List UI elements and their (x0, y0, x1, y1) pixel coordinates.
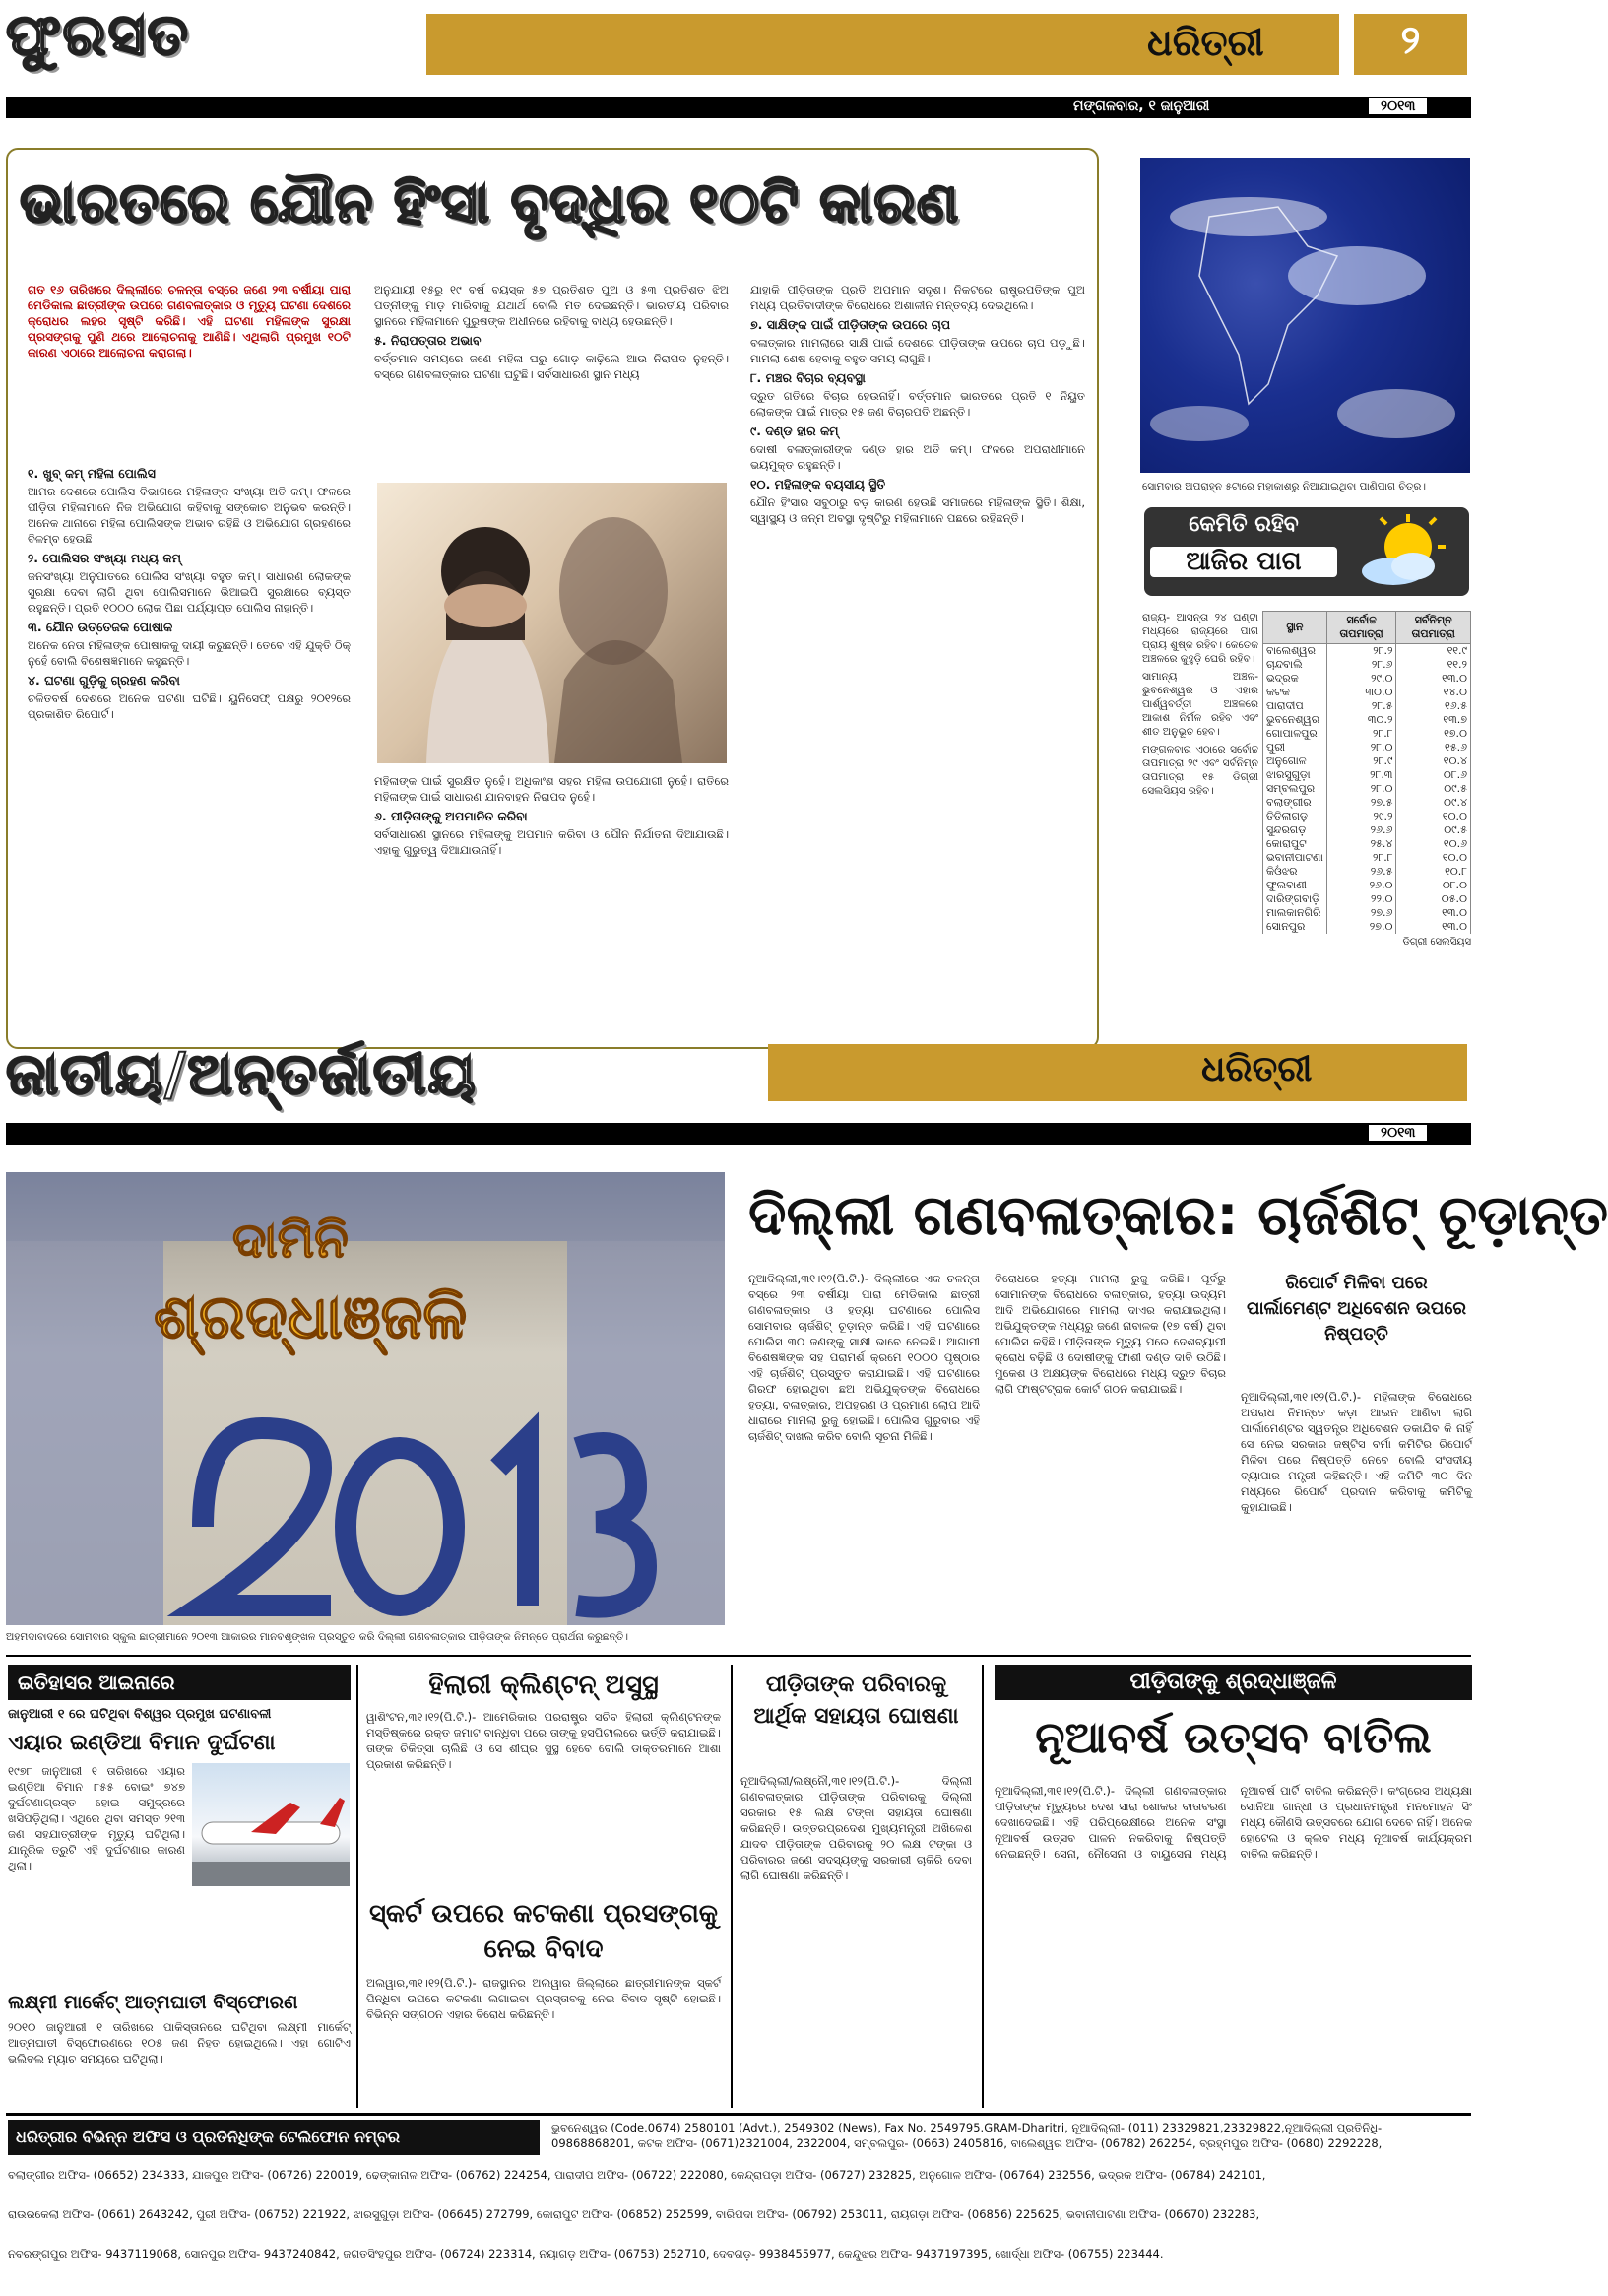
tribute-headline: ନୂଆବର୍ଷ ଉତ୍ସବ ବାତିଲ (1035, 1713, 1432, 1763)
section2-title: ଜାତୀୟ/ଅନ୍ତର୍ଜାତୀୟ (6, 1040, 478, 1107)
weather-th-place: ସ୍ଥାନ (1263, 612, 1327, 644)
tribute-banner: ପୀଡ଼ିତାଙ୍କୁ ଶ୍ରଦ୍ଧାଞ୍ଜଳି (995, 1665, 1472, 1700)
brand-logo: ଧରିତ୍ରୀ (1147, 20, 1264, 64)
footer-line-4: ନବରଙ୍ଗପୁର ଅଫିସ- 9437119068, ସୋନପୁର ଅଫିସ- 9437240842, ଜଗତସିଂହପୁର ଅଫିସ- (06724) 223314, ନୟାଗଡ଼ ଅଫିସ- (06753) 252710, ଦେବଗଡ଼- 9938455977, କେନ୍ଦୁଝର ଅଫିସ- 9437197395, ଖୋର୍ଦ୍ଧା ଅଫିସ- (06755) 223444. (8, 2247, 1164, 2261)
weather-note: ସାମାନ୍ୟ ଅଞ୍ଚଳ- ଭୁବନେଶ୍ୱର ଓ ଏହାର ପାର୍ଶ୍ୱବର୍ତ୍ତୀ ଅଞ୍ଚଳରେ ଆକାଶ ନିର୍ମଳ ରହିବ ଏବଂ ଶୀତ ଅନୁଭୂତ ହେବ। (1142, 671, 1258, 738)
weather-row (1263, 699, 1471, 713)
weather-cell-place: ଝାରସୁଗୁଡ଼ା (1263, 768, 1327, 782)
history-head-1: ଏୟାର ଇଣ୍ଡିଆ ବିମାନ ଦୁର୍ଘଟଣା (8, 1731, 276, 1755)
tribute-text-p: ନୂଆଦିଲ୍ଲୀ,୩୧।୧୨(ପି.ଟି.)- ଦିଲ୍ଲୀ ଗଣବଳାତ୍କାର ପୀଡ଼ିତାଙ୍କ ମୃତ୍ୟୁରେ ଦେଶ ସାରା ଶୋକର ବାତାବରଣ ଦେଖାଦେଇଛି। ଏହି ପରିପ୍ରେକ୍ଷୀରେ ଅନେକ ସଂସ୍ଥା ନୂଆବର୍ଷ ଉତ୍ସବ ପାଳନ ନକରିବାକୁ ନିଷ୍ପତ୍ତି ନେଇଛନ୍ତି। ସେନା, ନୌସେନା ଓ ବାୟୁସେନା ମଧ୍ୟ ନୂଆବର୍ଷ ପାର୍ଟି ବାତିଲ କରିଛନ୍ତି। କଂଗ୍ରେସ ଅଧ୍ୟକ୍ଷା ସୋନିଆ ଗାନ୍ଧୀ ଓ ପ୍ରଧାନମନ୍ତ୍ରୀ ମନମୋହନ ସିଂ ମଧ୍ୟ କୌଣସି ଉତ୍ସବରେ ଯୋଗ ଦେବେ ନାହିଁ। ଅନେକ ହୋଟେଲ ଓ କ୍ଲବ ମଧ୍ୟ ନୂଆବର୍ଷ କାର୍ଯ୍ୟକ୍ରମ ବାତିଲ କରିଛନ୍ତି। (995, 1784, 1472, 1861)
date-line: ମଙ୍ଗଳବାର, ୧ ଜାନୁଆରୀ (1073, 98, 1210, 114)
aid-headline: ପୀଡ଼ିତାଙ୍କ ପରିବାରକୁ ଆର୍ଥିକ ସହାୟତା ଘୋଷଣା (753, 1673, 959, 1729)
section-title: ଫୁରସତ (6, 1, 190, 68)
weather-table (1262, 611, 1471, 948)
weather-cell-max: ୨୭.୬ (1326, 906, 1396, 920)
weather-th-min: ସର୍ବନିମ୍ନ ତାପମାତ୍ରା (1396, 612, 1471, 644)
weather-cell-max: ୨୮.୦ (1326, 782, 1396, 796)
weather-cell-max: ୨୫.୪ (1326, 837, 1396, 851)
lead-col1-head-2: ୨. ପୋଲିସର ସଂଖ୍ୟା ମଧ୍ୟ କମ୍ (28, 551, 181, 565)
lead-col3-text-8: ଦ୍ରୁତ ଗତିରେ ବିଚାର ହେଉନାହିଁ। ବର୍ତ୍ତମାନ ଭାରତରେ ପ୍ରତି ୧ ନିୟୁତ ଲୋକଙ୍କ ପାଇଁ ମାତ୍ର ୧୫ ଜଣ ବିଚାରପତି ଅଛନ୍ତି। (750, 389, 1085, 419)
weather-cell-min: ୦୯.୫ (1396, 823, 1471, 837)
history-header: ଇତିହାସର ଆଇନାରେ (8, 1665, 351, 1700)
section2-year: ୨୦୧୩ (1369, 1125, 1427, 1141)
weather-unit: ଡିଗ୍ରୀ ସେଲସିୟସ (1402, 937, 1471, 948)
weather-cell-min: ୧୬.୫ (1396, 699, 1471, 713)
lead-col1-head-3: ୩. ଯୌନ ଉତ୍ତେଜକ ପୋଷାକ (28, 620, 173, 634)
weather-row (1263, 672, 1471, 686)
weather-row (1263, 727, 1471, 741)
history-head-2: ଲକ୍ଷ୍ମୀ ମାର୍କେଟ୍ ଆତ୍ମଘାତୀ ବିସ୍ଫୋରଣ (8, 1992, 298, 2013)
history-intro: ଜାନୁଆରୀ ୧ ରେ ଘଟିଥିବା ବିଶ୍ୱର ପ୍ରମୁଖ ଘଟଣାବଳୀ (8, 1707, 272, 1722)
weather-cell-min: ୦୯.୪ (1396, 796, 1471, 810)
weather-row (1263, 865, 1471, 879)
weather-cell-max: ୨୭.୦ (1326, 920, 1396, 934)
weather-row (1263, 713, 1471, 727)
weather-cell-place: ପୁରୀ (1263, 741, 1327, 754)
weather-row (1263, 686, 1471, 699)
skirt-text-p: ଅଲୱାର,୩୧।୧୨(ପି.ଟି.)- ରାଜସ୍ଥାନର ଅଲୱାର ଜିଲ୍ଲାରେ ଛାତ୍ରୀମାନଙ୍କ ସ୍କର୍ଟ ପିନ୍ଧିବା ଉପରେ କଟକଣା ଲଗାଇବା ପ୍ରସ୍ତାବକୁ ନେଇ ବିବାଦ ସୃଷ୍ଟି ହୋଇଛି। ବିଭିନ୍ନ ସଙ୍ଗଠନ ଏହାର ବିରୋଧ କରିଛନ୍ତି। (366, 1976, 721, 2021)
lead-col2c-text-1: ମହିଳାଙ୍କ ପାଇଁ ସୁରକ୍ଷିତ ନୁହେଁ। ଅଧିକାଂଶ ସହର ମହିଳା ଉପଯୋଗୀ ନୁହେଁ। ରାତିରେ ମହିଳାଙ୍କ ପାଇଁ ସାଧାରଣ ଯାନବାହନ ନିରାପଦ ନୁହେଁ। (374, 774, 729, 804)
divider-v2 (731, 1665, 733, 2108)
weather-cell-min: ୧୦.୦ (1396, 810, 1471, 823)
weather-row (1263, 810, 1471, 823)
weather-row (1263, 823, 1471, 837)
weather-cell-max: ୨୮.୦ (1326, 741, 1396, 754)
delhi-col1-text: ନୂଆଦିଲ୍ଲୀ,୩୧।୧୨(ପି.ଟି.)- ଦିଲ୍ଲୀରେ ଏକ ଚଳନ୍ତା ବସ୍‌ରେ ୨୩ ବର୍ଷୀୟା ପାରା ମେଡିକାଲ ଛାତ୍ରୀ ଗଣବଳାତ୍କାର ଓ ହତ୍ୟା ଘଟଣାରେ ପୋଲିସ ସୋମବାର ଚାର୍ଜଶିଟ୍ ଚୂଡ଼ାନ୍ତ କରିଛି। ଏହି ଘଟଣାରେ ପୋଲିସ ୩୦ ଜଣଙ୍କୁ ସାକ୍ଷୀ ଭାବେ ନେଇଛି। ଆଗାମୀ ବିଶେଷଜ୍ଞଙ୍କ ସହ ପରାମର୍ଶ କ୍ରମେ ୧୦୦୦ ପୃଷ୍ଠାର ଏହି ଚାର୍ଜଶିଟ୍ ପ୍ରସ୍ତୁତ କରାଯାଇଛି। ଏହି ଘଟଣାରେ ଗିରଫ ହୋଇଥିବା ଛଅ ଅଭିଯୁକ୍ତଙ୍କ ବିରୋଧରେ ହତ୍ୟା, ବଳାତ୍କାର, ଅପହରଣ ଓ ପ୍ରମାଣ ଲୋପ ଆଦି ଧାରାରେ ମାମଲା ରୁଜୁ ହୋଇଛି। ପୋଲିସ ଗୁରୁବାର ଏହି ଚାର୍ଜଶିଟ୍ ଦାଖଲ କରିବ ବୋଲି ସୂଚନା ମିଳିଛି। (748, 1272, 980, 1443)
lead-illustration (377, 483, 727, 763)
weather-cell-max: ୨୯.୨ (1326, 810, 1396, 823)
weather-row (1263, 754, 1471, 768)
weather-cell-place: କଟକ (1263, 686, 1327, 699)
airplane-photo (192, 1763, 350, 1886)
weather-cell-min: ୧୩.୦ (1396, 672, 1471, 686)
weather-th-max: ସର୍ବୋଚ୍ଚ ତାପମାତ୍ରା (1326, 612, 1396, 644)
history-text-1 (8, 1763, 185, 1985)
date-bar (6, 97, 1471, 118)
lead-col-3 (750, 282, 1085, 1040)
lead-col3-head-9: ୯. ଦଣ୍ଡ ହାର କମ୍ (750, 424, 839, 438)
weather-cell-place: ତିତିଲାଗଡ଼ (1263, 810, 1327, 823)
weather-cell-place: ସମ୍ବଲପୁର (1263, 782, 1327, 796)
weather-row (1263, 768, 1471, 782)
weather-cell-max: ୨୮.୮ (1326, 851, 1396, 865)
weather-cell-max: ୨୮.୩ (1326, 768, 1396, 782)
banner-mid: ଶ୍ରଦ୍ଧାଞ୍ଜଳି (154, 1280, 468, 1352)
weather-cell-place: ଫୁଲବାଣୀ (1263, 879, 1327, 892)
weather-cell-min: ୧୦.୪ (1396, 754, 1471, 768)
section2-brand: ଧରିତ୍ରୀ (1201, 1048, 1313, 1089)
students-photo (6, 1172, 725, 1625)
india-map-icon (1140, 158, 1470, 473)
skirt-text (366, 1975, 721, 2103)
weather-cell-min: ୦୯.୫ (1396, 782, 1471, 796)
aid-text-p: ନୂଆଦିଲ୍ଲୀ/ଲକ୍ଷ୍ନୌ,୩୧।୧୨(ପି.ଟି.)- ଦିଲ୍ଲୀ ଗଣବଳାତ୍କାର ପୀଡ଼ିତାଙ୍କ ପରିବାରକୁ ଦିଲ୍ଲୀ ସରକାର ୧୫ ଲକ୍ଷ ଟଙ୍କା ସହାୟତା ଘୋଷଣା କରିଛନ୍ତି। ଉତ୍ତରପ୍ରଦେଶ ମୁଖ୍ୟମନ୍ତ୍ରୀ ଅଖିଳେଶ ଯାଦବ ପୀଡ଼ିତାଙ୍କ ପରିବାରକୁ ୨୦ ଲକ୍ଷ ଟଙ୍କା ଓ ପରିବାରର ଜଣେ ସଦସ୍ୟଙ୍କୁ ସରକାରୀ ଚାକିରି ଦେବା ଲାଗି ଘୋଷଣା କରିଛନ୍ତି। (740, 1774, 972, 1882)
weather-cell-max: ୨୮.୫ (1326, 699, 1396, 713)
hillary-text-p: ୱାଶିଂଟନ,୩୧।୧୨(ପି.ଟି.)- ଆମେରିକାର ପରରାଷ୍ଟ୍ର ସଚିବ ହିଲାରୀ କ୍ଲିଣ୍ଟନଙ୍କ ମସ୍ତିଷ୍କରେ ରକ୍ତ ଜମାଟ ବାନ୍ଧିବା ପରେ ତାଙ୍କୁ ହସପିଟାଲରେ ଭର୍ତ୍ତି କରାଯାଇଛି। ତାଙ୍କ ଚିକିତ୍ସା ଚାଲିଛି ଓ ସେ ଶୀଘ୍ର ସୁସ୍ଥ ହେବେ ବୋଲି ଡାକ୍ତରମାନେ ଆଶା ପ୍ରକାଶ କରିଛନ୍ତି। (366, 1710, 721, 1771)
weather-cell-min: ୧୪.୦ (1396, 686, 1471, 699)
delhi-col2-text: ବିରୋଧରେ ହତ୍ୟା ମାମଲା ରୁଜୁ କରିଛି। ପୂର୍ବରୁ ସୋମାନଙ୍କ ବିରୋଧରେ ବଳାତ୍କାର, ହତ୍ୟା ଉଦ୍ୟମ ଆଦି ଅଭିଯୋଗରେ ମାମଲା ଦାଏର କରାଯାଇଥିଲା। ଅଭିଯୁକ୍ତଙ୍କ ମଧ୍ୟରୁ ଜଣେ ନାବାଳକ (୧୭ ବର୍ଷ) ଥିବା ପୋଲିସ କହିଛି। ପୀଡ଼ିତାଙ୍କ ମୃତ୍ୟୁ ପରେ ଦେଶବ୍ୟାପୀ କ୍ରୋଧ ବଢ଼ିଛି ଓ ଦୋଷୀଙ୍କୁ ଫାଶୀ ଦଣ୍ଡ ଦାବି ଉଠିଛି। ମୁକେଶ ଓ ଅକ୍ଷୟଙ୍କ ବିରୋଧରେ ମଧ୍ୟ ଦ୍ରୁତ ବିଚାର ଲାଗି ଫାଷ୍ଟଟ୍ରାକ କୋର୍ଟ ଗଠନ କରାଯାଇଛି। (995, 1272, 1226, 1396)
weather-cell-place: ଚାନ୍ଦବାଲି (1263, 658, 1327, 672)
satellite-caption: ସୋମବାର ଅପରାହ୍ନ ୫ଟାରେ ମହାକାଶରୁ ନିଆଯାଇଥିବା ପାଣିପାଗ ଚିତ୍ର। (1142, 481, 1427, 492)
weather-row (1263, 851, 1471, 865)
banner-top: ଦାମିନି (232, 1212, 349, 1269)
lead-col3-text-0: ଯାହାକି ପୀଡ଼ିତାଙ୍କ ପ୍ରତି ଅପମାନ ସଦୃଶ। ନିକଟରେ ରାଷ୍ଟ୍ରପତିଙ୍କ ପୁଅ ମଧ୍ୟ ପ୍ରତିବାଦୀଙ୍କ ବିରୋଧରେ ଅଶାଳୀନ ମନ୍ତବ୍ୟ ଦେଇଥିଲେ। (750, 283, 1085, 312)
lead-col1-text-1: ଆମର ଦେଶରେ ପୋଲିସ ବିଭାଗରେ ମହିଳାଙ୍କ ସଂଖ୍ୟା ଅତି କମ୍। ଫଳରେ ପୀଡ଼ିତା ମହିଳାମାନେ ନିଜ ଅଭିଯୋଗ କହିବାକୁ ସଙ୍କୋଚ ଅନୁଭବ କରନ୍ତି। ଅନେକ ଥାନାରେ ମହିଳା ପୋଲିସଙ୍କ ଅଭାବ ରହିଛି ଓ ଅଭିଯୋଗ ଗ୍ରହଣରେ ବିଳମ୍ବ ହେଉଛି। (28, 485, 351, 546)
weather-title-2: ଆଜିର ପାଗ (1150, 547, 1337, 577)
history-text-2-p: ୨୦୧୦ ଜାନୁଆରୀ ୧ ତାରିଖରେ ପାକିସ୍ତାନରେ ଘଟିଥିବା ଲକ୍ଷ୍ମୀ ମାର୍କେଟ୍ ଆତ୍ମଘାତୀ ବିସ୍ଫୋରଣରେ ୧୦୫ ଜଣ ନିହତ ହୋଇଥିଲେ। ଏହା ଗୋଟିଏ ଭଲିବଲ ମ୍ୟାଚ ସମୟରେ ଘଟିଥିଲା। (8, 2020, 351, 2066)
weather-cell-place: ସୁନ୍ଦରଗଡ଼ (1263, 823, 1327, 837)
weather-cell-place: ଭବାନୀପାଟଣା (1263, 851, 1327, 865)
lead-col2-head-6: ୬. ପୀଡ଼ିତାଙ୍କୁ ଅପମାନିତ କରିବା (374, 809, 528, 823)
weather-cell-place: ଦାରିଙ୍ଗବାଡ଼ି (1263, 892, 1327, 906)
footer-line-1: ଭୁବନେଶ୍ୱର (Code.0674) 2580101 (Advt.), 2549302 (News), Fax No. 2549795.GRAM-Dharitri, ନୂଆଦିଲ୍ଲୀ- (011) 23329821,23329822,ନୂଆଦିଲ୍ଲୀ ପ୍ରତିନିଧି- 09868868201, କଟକ ଅଫିସ- (0671)2321004, 2322004, ସମ୍ବଲପୁର- (0663) 2405816, ବାଲେଶ୍ୱର ଅଫିସ- (06782) 262254, ବ୍ରହ୍ମପୁର ଅଫିସ- (0680) 2292228, (551, 2121, 1383, 2150)
weather-cell-max: ୩୦.୨ (1326, 713, 1396, 727)
weather-cell-max: ୨୭.୫ (1326, 796, 1396, 810)
weather-forecast (1142, 611, 1258, 1024)
sun-cloud-icon (1349, 512, 1457, 591)
lead-col1-text-2: ଜନସଂଖ୍ୟା ଅନୁପାତରେ ପୋଲିସ ସଂଖ୍ୟା ବହୁତ କମ୍। ସାଧାରଣ ଲୋକଙ୍କ ସୁରକ୍ଷା ଦେବା ଲାଗି ଥିବା ପୋଲିସମାନେ ଭିଆଇପି ସୁରକ୍ଷାରେ ବ୍ୟସ୍ତ ରହୁଛନ୍ତି। ପ୍ରତି ୧୦୦୦ ଲୋକ ପିଛା ପର୍ଯ୍ୟାପ୍ତ ପୋଲିସ ନାହାନ୍ତି। (28, 569, 351, 615)
weather-row (1263, 658, 1471, 672)
weather-cell-max: ୨୮.୯ (1326, 754, 1396, 768)
weather-cell-place: ଭଦ୍ରକ (1263, 672, 1327, 686)
weather-row (1263, 782, 1471, 796)
weather-cell-place: ସୋନପୁର (1263, 920, 1327, 934)
lead-col3-head-7: ୭. ସାକ୍ଷିଙ୍କ ପାଇଁ ପୀଡ଼ିତାଙ୍କ ଉପରେ ଚାପ (750, 317, 951, 332)
weather-cell-max: ୨୨.୦ (1326, 892, 1396, 906)
delhi-col-2 (995, 1271, 1226, 1640)
aid-text (740, 1773, 972, 2103)
delhi-headline: ଦିଲ୍ଲୀ ଗଣବଳାତ୍କାର: ଚାର୍ଜଶିଟ୍ ଚୂଡ଼ାନ୍ତ (748, 1184, 1608, 1248)
lead-col2-head-5: ୫. ନିରାପତ୍ତାର ଅଭାବ (374, 333, 482, 348)
lead-intro (28, 282, 351, 459)
delhi-col-3 (1241, 1389, 1472, 1640)
lead-col-2c (374, 773, 729, 1039)
delhi-side-head: ରିପୋର୍ଟ ମିଳିବା ପରେ ପାର୍ଲାମେଣ୍ଟ ଅଧିବେଶନ ଉପରେ ନିଷ୍ପତ୍ତି (1246, 1273, 1467, 1345)
tribute-text (995, 1783, 1472, 2103)
weather-cell-min: ୦୫.୦ (1396, 892, 1471, 906)
weather-cell-max: ୨୬.୬ (1326, 823, 1396, 837)
lead-col1-text-4: ଚଳିତବର୍ଷ ଦେଶରେ ଅନେକ ଘଟଣା ଘଟିଛି। ୟୁନିସେଫ୍ ପକ୍ଷରୁ ୨୦୧୨ରେ ପ୍ରକାଶିତ ରିପୋର୍ଟ। (28, 691, 351, 721)
weather-cell-min: ୦୮.୦ (1396, 879, 1471, 892)
divider-lower (6, 1655, 1471, 1657)
delhi-col-1 (748, 1271, 980, 1640)
weather-row (1263, 879, 1471, 892)
page-number: ୨ (1400, 18, 1421, 63)
weather-cell-max: ୨୮.୮ (1326, 727, 1396, 741)
history-text-2 (8, 2019, 351, 2103)
lead-col-1 (28, 463, 351, 1039)
weather-cell-min: ୧୧.୯ (1396, 644, 1471, 659)
lead-col-2a (374, 282, 729, 415)
weather-cell-min: ୧୧.୨ (1396, 658, 1471, 672)
hillary-headline: ହିଲାରୀ କ୍ଲିଣ୍ଟନ୍ ଅସୁସ୍ଥ (428, 1671, 659, 1700)
lead-col3-text-10: ଯୌନ ହିଂସାର ସବୁଠାରୁ ବଡ଼ କାରଣ ହେଉଛି ସମାଜରେ ମହିଳାଙ୍କ ସ୍ଥିତି। ଶିକ୍ଷା, ସ୍ୱାସ୍ଥ୍ୟ ଓ ଜନ୍ମ ଅବସ୍ଥା ଦୃଷ୍ଟିରୁ ମହିଳାମାନେ ପଛରେ ରହିଛନ୍ତି। (750, 495, 1085, 525)
weather-row (1263, 644, 1471, 659)
delhi-col3-text: ନୂଆଦିଲ୍ଲୀ,୩୧।୧୨(ପି.ଟି.)- ମହିଳାଙ୍କ ବିରୋଧରେ ଅପରାଧ ନିମନ୍ତେ କଡ଼ା ଆଇନ ଆଣିବା ଲାଗି ପାର୍ଲାମେଣ୍ଟର ସ୍ୱତନ୍ତ୍ର ଅଧିବେଶନ ଡକାଯିବ କି ନାହିଁ ସେ ନେଇ ସରକାର ଜଷ୍ଟିସ ବର୍ମା କମିଟିର ରିପୋର୍ଟ ମିଳିବା ପରେ ନିଷ୍ପତ୍ତି ନେବେ ବୋଲି ସଂସଦୀୟ ବ୍ୟାପାର ମନ୍ତ୍ରୀ କହିଛନ୍ତି। ଏହି କମିଟି ୩୦ ଦିନ ମଧ୍ୟରେ ରିପୋର୍ଟ ପ୍ରଦାନ କରିବାକୁ କମିଟିକୁ କୁହାଯାଇଛି। (1241, 1390, 1472, 1514)
lead-headline: ଭାରତରେ ଯୌନ ହିଂସା ବୃଦ୍ଧିର ୧୦ଟି କାରଣ (20, 170, 960, 235)
weather-cell-min: ୧୭.୦ (1396, 727, 1471, 741)
skirt-headline: ସ୍କର୍ଟ ଉପରେ କଟକଣା ପ୍ରସଙ୍ଗକୁ ନେଇ ବିବାଦ (368, 1899, 719, 1964)
weather-row (1263, 906, 1471, 920)
weather-row (1263, 837, 1471, 851)
lead-col2-text-5: ବର୍ତ୍ତମାନ ସମୟରେ ଜଣେ ମହିଳା ଘରୁ ଗୋଡ଼ କାଢ଼ିଲେ ଆଉ ନିରାପଦ ନୁହନ୍ତି। ବସ୍‌ରେ ଗଣବଳାତ୍କାର ଘଟଣା ଘଟୁଛି। ସର୍ବସାଧାରଣ ସ୍ଥାନ ମଧ୍ୟ (374, 352, 729, 381)
lead-col1-head-1: ୧. ଖୁବ୍ କମ୍ ମହିଳା ପୋଲିସ (28, 466, 156, 481)
weather-cell-min: ୧୦.୬ (1396, 837, 1471, 851)
weather-cell-max: ୨୯.୦ (1326, 672, 1396, 686)
lead-col3-text-9: ଦୋଷୀ ବଳାତ୍କାରୀଙ୍କ ଦଣ୍ଡ ହାର ଅତି କମ୍। ଫଳରେ ଅପରାଧୀମାନେ ଭୟମୁକ୍ତ ରହୁଛନ୍ତି। (750, 442, 1085, 472)
weather-cell-place: ଭୁବନେଶ୍ୱର (1263, 713, 1327, 727)
weather-note-2: ମଙ୍ଗଳବାର ଏଠାରେ ସର୍ବୋଚ୍ଚ ତାପମାତ୍ରା ୨୯ ଏବଂ ସର୍ବନିମ୍ନ ତାପମାତ୍ରା ୧୫ ଡିଗ୍ରୀ ସେଲସିୟସ ରହିବ। (1142, 744, 1258, 797)
weather-cell-min: ୧୦.୦ (1396, 851, 1471, 865)
lead-col3-head-8: ୮. ମଞ୍ଚର ବିଚାର ବ୍ୟବସ୍ଥା (750, 370, 866, 385)
weather-cell-place: ଅନୁଗୋଳ (1263, 754, 1327, 768)
weather-cell-place: ମାଲକାନଗିରି (1263, 906, 1327, 920)
weather-row (1263, 892, 1471, 906)
lead-col1-head-4: ୪. ଘଟଣା ଗୁଡ଼ିକୁ ଗ୍ରହଣ କରିବା (28, 673, 180, 688)
crouching-woman-icon (377, 483, 727, 763)
divider-v3 (982, 1665, 984, 2108)
weather-cell-min: ୧୩.୦ (1396, 920, 1471, 934)
weather-cell-min: ୧୩.୭ (1396, 713, 1471, 727)
weather-cell-max: ୨୬.୦ (1326, 879, 1396, 892)
footer-line-2: ବଲାଙ୍ଗୀର ଅଫିସ- (06652) 234333, ଯାଜପୁର ଅଫିସ- (06726) 220019, ଢେଙ୍କାନାଳ ଅଫିସ- (06762) 224254, ପାରାଦୀପ ଅଫିସ- (06722) 222080, କେନ୍ଦ୍ରାପଡ଼ା ଅଫିସ- (06727) 232825, ଅନୁଗୋଳ ଅଫିସ- (06764) 232556, ଭଦ୍ରକ ଅଫିସ- (06784) 242101, (8, 2168, 1266, 2182)
satellite-image (1140, 158, 1470, 473)
weather-cell-place: କୋରାପୁଟ (1263, 837, 1327, 851)
weather-cell-place: ପାରାଦୀପ (1263, 699, 1327, 713)
airplane-icon (192, 1763, 350, 1886)
weather-title-1: କେମିତି ରହିବ (1189, 512, 1299, 537)
lead-col3-head-10: ୧୦. ମହିଳାଙ୍କ ବୟସୀୟ ସ୍ଥିତି (750, 477, 886, 492)
year-label: ୨୦୧୩ (1369, 98, 1427, 114)
weather-row (1263, 796, 1471, 810)
weather-row (1263, 920, 1471, 934)
weather-cell-place: କିଓଁଝର (1263, 865, 1327, 879)
hillary-text (366, 1709, 721, 1891)
section2-brand-bar (768, 1044, 1467, 1101)
divider-v1 (356, 1665, 358, 2108)
footer-line-3: ରାଉରକେଲା ଅଫିସ- (0661) 2643242, ପୁରୀ ଅଫିସ- (06752) 221922, ଝାରସୁଗୁଡ଼ା ଅଫିସ- (06645) 272799, କୋରାପୁଟ ଅଫିସ- (06852) 252599, ବାରିପଦା ଅଫିସ- (06792) 253011, ରାୟଗଡ଼ା ଅଫିସ- (06856) 225625, ଭବାନୀପାଟଣା ଅଫିସ- (06670) 232283, (8, 2207, 1260, 2221)
weather-cell-min: ୧୩.୦ (1396, 906, 1471, 920)
weather-cell-max: ୨୮.୨ (1326, 644, 1396, 659)
section2-bar (6, 1123, 1471, 1145)
banner-year (203, 1399, 501, 1537)
weather-row (1263, 741, 1471, 754)
weather-cell-place: ବଲାଙ୍ଗୀର (1263, 796, 1327, 810)
lead-col1-text-3: ଅନେକ ନେତା ମହିଳାଙ୍କ ପୋଷାକକୁ ଦାୟୀ କରୁଛନ୍ତି। ତେବେ ଏହି ଯୁକ୍ତି ଠିକ୍ ନୁହେଁ ବୋଲି ବିଶେଷଜ୍ଞମାନେ କହୁଛନ୍ତି। (28, 638, 352, 668)
weather-table-body (1263, 644, 1471, 935)
lead-intro-text: ଗତ ୧୬ ତାରିଖରେ ଦିଲ୍ଲୀରେ ଚଳନ୍ତା ବସ୍‌ରେ ଜଣେ ୨୩ ବର୍ଷୀୟା ପାରା ମେଡିକାଲ ଛାତ୍ରୀଙ୍କ ଉପରେ ଗଣବଳାତ୍କାର ଓ ମୃତ୍ୟୁ ଘଟଣା ଦେଶରେ କ୍ରୋଧର ଲହର ସୃଷ୍ଟି କରିଛି। ଏହି ଘଟଣା ମହିଳାଙ୍କ ସୁରକ୍ଷା ପ୍ରସଙ୍ଗକୁ ପୁଣି ଥରେ ଆଲୋଚନାକୁ ଆଣିଛି। ଏଥିଲାଗି ପ୍ରମୁଖ ୧୦ଟି କାରଣ ଏଠାରେ ଆଲୋଚନା କରାଗଲା। (28, 283, 352, 360)
weather-cell-place: ବାଲେଶ୍ୱର (1263, 644, 1327, 659)
weather-cell-max: ୩୦.୦ (1326, 686, 1396, 699)
weather-cell-min: ୧୦.୮ (1396, 865, 1471, 879)
weather-cell-max: ୨୮.୬ (1326, 658, 1396, 672)
weather-forecast-text: ରାଜ୍ୟ- ଆସନ୍ତା ୨୪ ଘଣ୍ଟା ମଧ୍ୟରେ ରାଜ୍ୟରେ ପାଗ ପ୍ରାୟ ଶୁଷ୍କ ରହିବ। କେତେକ ଅଞ୍ଚଳରେ କୁହୁଡ଼ି ଘେରି ରହିବ। (1142, 612, 1258, 665)
weather-cell-max: ୨୬.୫ (1326, 865, 1396, 879)
footer-label: ଧରିତ୍ରୀର ବିଭିନ୍ନ ଅଫିସ ଓ ପ୍ରତିନିଧିଙ୍କ ଟେଲିଫୋନ ନମ୍ବର (8, 2120, 540, 2155)
weather-cell-place: ଗୋପାଳପୁର (1263, 727, 1327, 741)
lead-col2a-text: ଅନୁଯାୟୀ ୧୫ରୁ ୧୯ ବର୍ଷ ବୟସ୍କ ୫୭ ପ୍ରତିଶତ ପୁଅ ଓ ୫୩ ପ୍ରତିଶତ ଝିଅ ପତ୍ନୀଙ୍କୁ ମାଡ଼ ମାରିବାକୁ ଯଥାର୍ଥ ବୋଲି ମତ ଦେଇଛନ୍ତି। ଭାରତୀୟ ପରିବାର ସ୍ଥାନରେ ମହିଳାମାନେ ପୁରୁଷଙ୍କ ଅଧୀନରେ ରହିବାକୁ ବାଧ୍ୟ ହେଉଛନ୍ତି। (374, 283, 729, 328)
lead-col2c-text-2: ସର୍ବସାଧାରଣ ସ୍ଥାନରେ ମହିଳାଙ୍କୁ ଅପମାନ କରିବା ଓ ଯୌନ ନିର୍ଯାତନା ଦିଆଯାଉଛି। ଏହାକୁ ଗୁରୁତ୍ୱ ଦିଆଯାଉନାହିଁ। (374, 827, 729, 857)
history-text-1-p: ୧୯୭୮ ଜାନୁଆରୀ ୧ ତାରିଖରେ ଏୟାର ଇଣ୍ଡିଆ ବିମାନ ୮୫୫ ବୋଇଂ ୭୪୭ ଦୁର୍ଘଟଣାଗ୍ରସ୍ତ ହୋଇ ସମୁଦ୍ରରେ ଖସିପଡ଼ିଥିଲା। ଏଥିରେ ଥିବା ସମସ୍ତ ୨୧୩ ଜଣ ସହଯାତ୍ରୀଙ୍କ ମୃତ୍ୟୁ ଘଟିଥିଲା। ଯାନ୍ତ୍ରିକ ତ୍ରୁଟି ଏହି ଦୁର୍ଘଟଣାର କାରଣ ଥିଲା। (8, 1764, 185, 1872)
lead-col3-text-7: ବଳାତ୍କାର ମାମଲାରେ ସାକ୍ଷି ପାଇଁ ଦେଶରେ ପୀଡ଼ିତାଙ୍କ ଉପରେ ଚାପ ପଡ଼ୁଛି। ମାମଲା ଶେଷ ହେବାକୁ ବହୁତ ସମୟ ଲାଗୁଛି। (750, 336, 1085, 365)
weather-cell-min: ୦୮.୬ (1396, 768, 1471, 782)
students-photo-caption: ଅହମଦାବାଦରେ ସୋମବାର ସ୍କୁଲ ଛାତ୍ରୀମାନେ ୨୦୧୩ ଆକାରର ମାନବଶୃଙ୍ଖଳ ପ୍ରସ୍ତୁତ କରି ଦିଲ୍ଲୀ ଗଣବଳାତ୍କାର ପୀଡ଼ିତାଙ୍କ ନିମନ୍ତେ ପ୍ରାର୍ଥନା କରୁଛନ୍ତି। (6, 1631, 629, 1643)
weather-cell-min: ୧୫.୬ (1396, 741, 1471, 754)
